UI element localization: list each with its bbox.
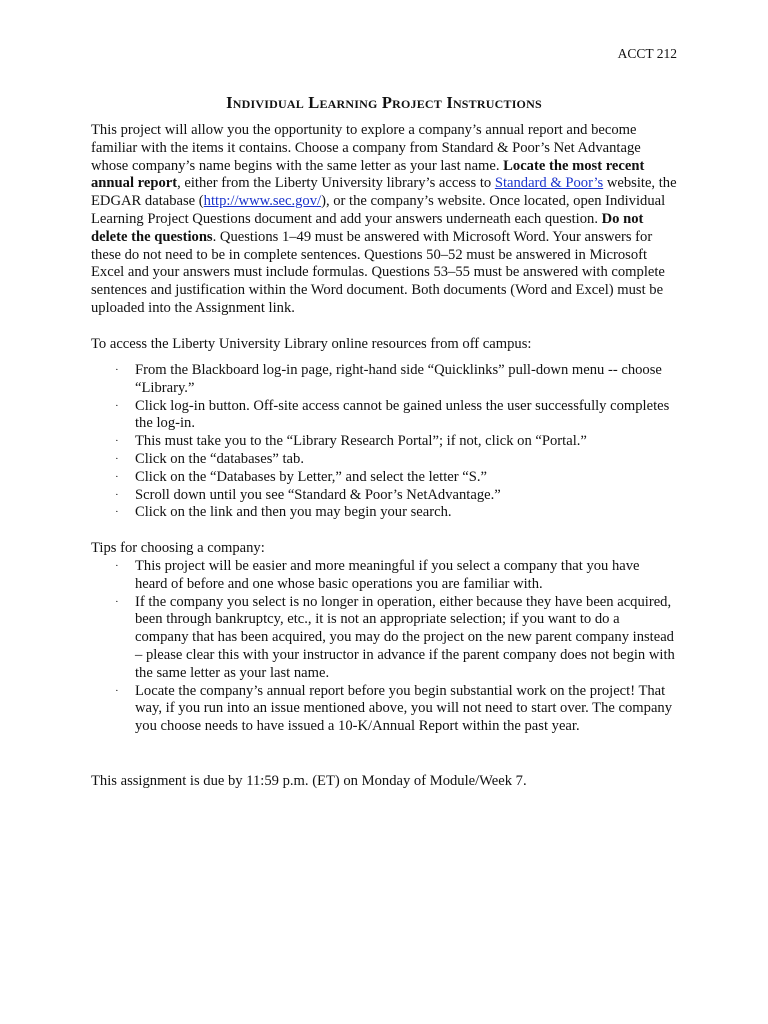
- intro-text: This project will allow you the opportunity to explore a company’s annual report and become familiar with the items it contains. Choose a company from Standard & Poor’s Net Advantage whose company’s name begins with the same letter as your last name.: [91, 122, 641, 174]
- list-item: [115, 398, 675, 434]
- intro-text: ), or the company’s website. Once located, open Individual Learning Project Questions document and add your answers underneath each question.: [91, 193, 666, 227]
- page-title: Individual Learning Project Instructions: [226, 93, 542, 112]
- list-item-text: Scroll down until you see “Standard & Poor’s NetAdvantage.”: [135, 486, 501, 503]
- intro-text: website, the EDGAR database (: [91, 175, 677, 210]
- list-item: [115, 594, 675, 683]
- list-item-text: From the Blackboard log-in page, right-hand side “Quicklinks” pull-down menu -- choose “Library.”: [135, 362, 662, 396]
- tips-list: [115, 558, 675, 736]
- bullet-mark: ·: [115, 560, 119, 572]
- course-code: ACCT 212: [617, 46, 677, 61]
- bullet-mark: ·: [115, 452, 119, 465]
- list-item-text: This must take you to the “Library Research Portal”; if not, click on “Portal.”: [135, 433, 587, 450]
- bullet-mark: ·: [115, 595, 119, 608]
- due-date-note: This assignment is due by 11:59 p.m. (ET) on Monday of Module/Week 7.: [91, 773, 527, 789]
- list-item-text: Click on the “Databases by Letter,” and select the letter “S.”: [135, 468, 487, 485]
- list-item-text: Click on the link and then you may begin your search.: [135, 504, 452, 521]
- bullet-mark: ·: [115, 506, 119, 519]
- list-item: [115, 362, 675, 398]
- list-item-text: Click on the “databases” tab.: [135, 450, 304, 467]
- intro-text: , either from the Liberty University library’s access to: [177, 175, 495, 192]
- bullet-mark: ·: [115, 684, 119, 697]
- list-item: [115, 433, 675, 451]
- sec-gov-link[interactable]: http://www.sec.gov/: [203, 193, 322, 210]
- list-item-text: If the company you select is no longer in operation, either because they have been acquired, been through bankruptcy, etc., it is not an appropriate selection; if you want to do a company that has been acquired, you may do the project on the new parent company instead – please clear this with your instructor in advance if the parent company does not begin with the same letter as your last name.: [135, 593, 675, 681]
- list-item: [115, 451, 675, 469]
- list-item: [115, 683, 675, 736]
- access-steps-list: [115, 362, 675, 522]
- intro-paragraph: [91, 122, 681, 318]
- tips-intro: Tips for choosing a company:: [91, 540, 265, 556]
- intro-bold-do-not-delete: Do not delete the questions: [91, 210, 644, 245]
- list-item: [115, 487, 675, 505]
- intro-text: . Questions 1–49 must be answered with Microsoft Word. Your answers for these do not need to be in complete sentences. Questions 50–52 must be answered in Microsoft Excel and your answers must include formulas. Questions 53–55 must be answered with complete sentences and justification within the Word document. Both documents (Word and Excel) must be uploaded into the Assignment link.: [91, 228, 665, 316]
- bullet-mark: ·: [115, 488, 119, 501]
- list-item: [115, 504, 675, 522]
- access-intro: To access the Liberty University Library online resources from off campus:: [91, 336, 532, 352]
- list-item-text: Locate the company’s annual report before you begin substantial work on the project! That way, if you run into an issue mentioned above, you will not need to start over. The company you choose needs to have issued a 10-K/Annual Report within the past year.: [135, 682, 673, 735]
- list-item: [115, 558, 675, 594]
- list-item-text: This project will be easier and more meaningful if you select a company that you have heard of before and one whose basic operations you are familiar with.: [135, 558, 640, 592]
- standard-poors-link[interactable]: Standard & Poor’s: [494, 175, 604, 192]
- bullet-mark: ·: [115, 435, 119, 448]
- bullet-mark: ·: [115, 399, 119, 412]
- list-item-text: Click log-in button. Off-site access cannot be gained unless the user successfully completes the log-in.: [135, 397, 670, 432]
- bullet-mark: ·: [115, 364, 119, 376]
- bullet-mark: ·: [115, 470, 119, 483]
- list-item: [115, 469, 675, 487]
- intro-bold-annual-report: Locate the most recent annual report: [91, 157, 645, 192]
